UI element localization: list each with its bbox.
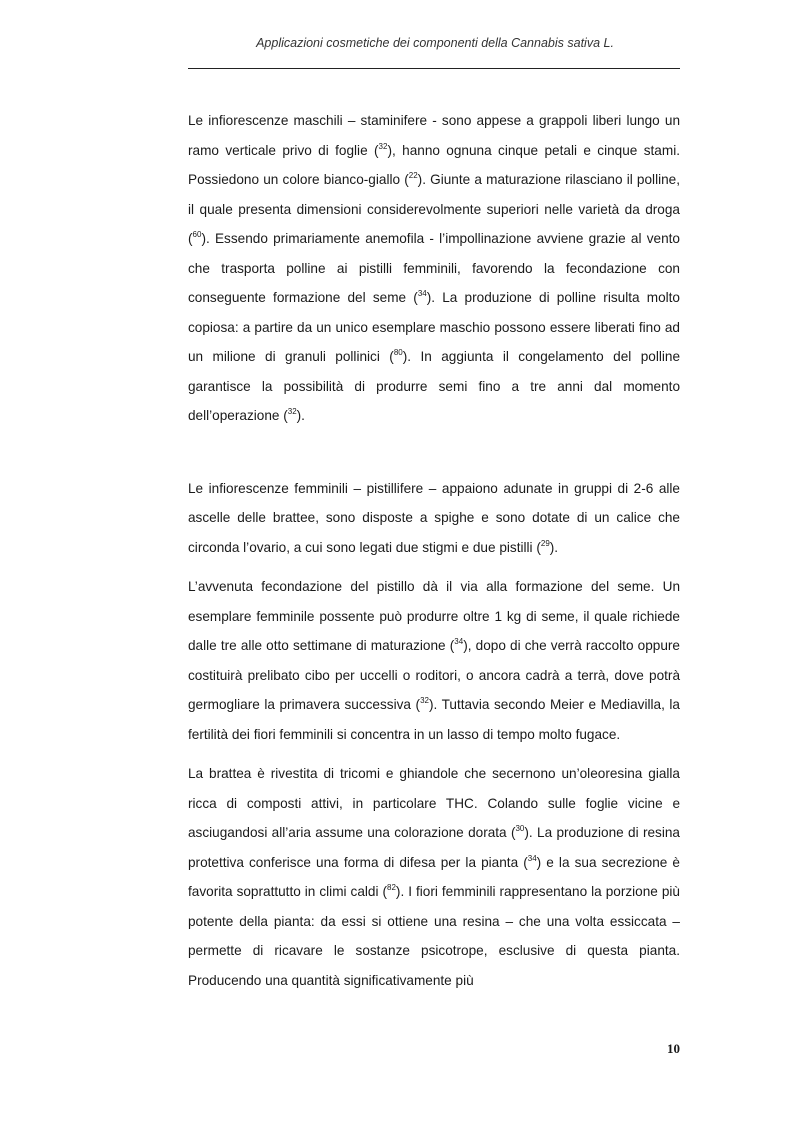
text-run: Le infiorescenze maschili – staminifere - sono appese a grappoli liberi lungo un ramo verticale privo di foglie ( [188, 113, 680, 158]
body-text [188, 106, 680, 995]
text-run: ), dopo di che verrà raccolto oppure costituirà prelibato cibo per uccelli o roditori, o ancora cadrà a terrà, dove potrà germogliare la primavera successiva ( [188, 638, 680, 712]
paragraph-bract-resin [188, 759, 680, 995]
paragraph-spacer [188, 749, 680, 759]
citation-ref: 30 [515, 824, 525, 833]
text-run: ). La produzione di resina protettiva conferisce una forma di difesa per la pianta ( [188, 825, 680, 870]
page-number: 10 [667, 1041, 680, 1056]
text-run: Le infiorescenze femminili – pistillifere – appaiono adunate in gruppi di 2-6 alle ascelle delle brattee, sono disposte a spighe e sono dotate di un calice che circonda l’ovario, a cui sono legati due stigmi e due pistilli ( [188, 480, 680, 555]
text-run: ). Giunte a maturazione rilasciano il polline, il quale presenta dimensioni considerevolmente superiori nelle varietà da droga ( [188, 172, 681, 246]
citation-ref: 32 [378, 141, 388, 151]
citation-ref: 80 [393, 348, 403, 357]
paragraph-spacer [188, 562, 680, 572]
text-run: ). [549, 539, 559, 555]
citation-ref: 32 [420, 696, 429, 705]
text-run: ) e la sua secrezione è favorita soprattutto in climi caldi ( [188, 854, 680, 899]
paragraph-female-inflorescences [188, 474, 680, 563]
text-run: ). Essendo primariamente anemofila - l’impollinazione avviene grazie al vento che trasporta polline ai pistilli femminili, favorendo la fecondazione con conseguente formazione del seme ( [188, 231, 680, 305]
citation-ref: 34 [417, 289, 427, 298]
paragraph-male-inflorescences [188, 106, 680, 431]
citation-ref: 34 [454, 637, 464, 646]
text-run: L’avvenuta fecondazione del pistillo dà il via alla formazione del seme. Un esemplare femminile possente può produrre oltre 1 kg di seme, il quale richiede dalle tre alle otto settimane di maturazione ( [188, 579, 680, 653]
citation-ref: 60 [192, 230, 202, 239]
text-run: ). I fiori femminili rappresentano la porzione più potente della pianta: da essi si ottiene una resina – che una volta essiccata – permette di ricavare le sostanze psicotrope, esclusive di questa pianta. Producendo una quantità significativamente più [188, 884, 680, 988]
text-run: ). La produzione di polline risulta molto copiosa: a partire da un unico esemplare maschio possono essere liberati fino ad un milione di granuli pollinici ( [188, 290, 680, 364]
citation-ref: 29 [540, 538, 550, 548]
paragraph-spacer [188, 431, 680, 474]
citation-ref: 82 [387, 883, 396, 892]
citation-ref: 22 [408, 171, 418, 180]
text-run: ). Tuttavia secondo Meier e Mediavilla, la fertilità dei fiori femminili si concentra in un lasso di tempo molto fugace. [188, 697, 680, 742]
text-run: La brattea è rivestita di tricomi e ghiandole che secernono un’oleoresina gialla ricca di composti attivi, in particolare THC. Colando sulle foglie vicine e asciugandosi all’aria assume una colorazione dorata ( [188, 766, 680, 840]
header-rule [188, 68, 680, 69]
citation-ref: 34 [527, 853, 537, 863]
text-run: ). [296, 408, 305, 423]
citation-ref: 32 [287, 407, 297, 416]
running-header: Applicazioni cosmetiche dei componenti della Cannabis sativa L. [256, 36, 614, 50]
text-run: ). In aggiunta il congelamento del polline garantisce la possibilità di produrre semi fino a tre anni dal momento dell’operazione ( [188, 349, 681, 423]
text-run: ), hanno ognuna cinque petali e cinque stami. Possiedono un colore bianco-giallo ( [188, 142, 680, 187]
paragraph-fertilization [188, 572, 680, 749]
